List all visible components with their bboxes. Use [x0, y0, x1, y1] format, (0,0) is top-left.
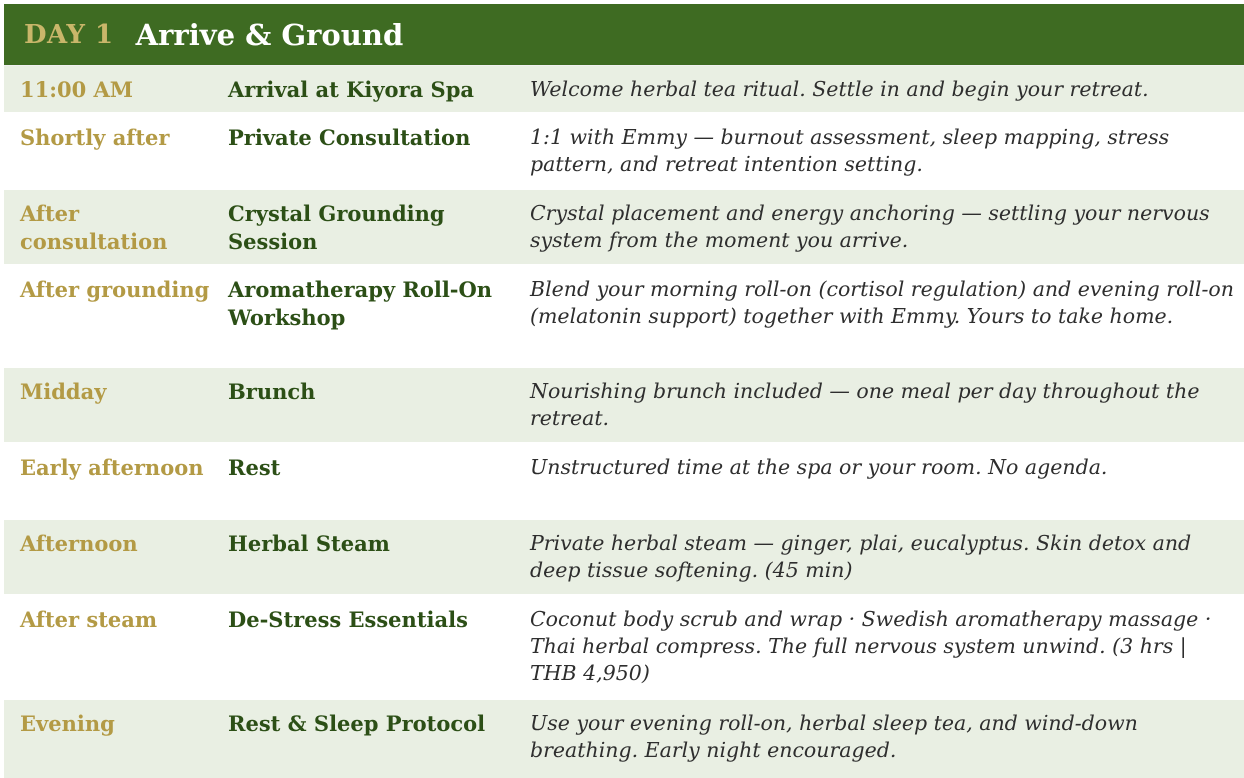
schedule-row [4, 266, 1244, 368]
row-time: After consultation [20, 201, 168, 254]
row-description: 1:1 with Emmy — burnout assessment, sleep mapping, stress pattern, and retreat intention setting. [530, 125, 1170, 176]
schedule-row [4, 596, 1244, 700]
row-description: Use your evening roll-on, herbal sleep tea, and wind-down breathing. Early night encouraged. [530, 711, 1138, 762]
schedule-row [4, 520, 1244, 596]
schedule-row [4, 66, 1244, 114]
day-header [4, 4, 1244, 66]
row-description: Nourishing brunch included — one meal per day throughout the retreat. [530, 379, 1200, 430]
schedule-row [4, 190, 1244, 266]
schedule-row [4, 700, 1244, 778]
schedule-row [4, 368, 1244, 444]
row-time: After grounding [20, 277, 210, 302]
row-time: 11:00 AM [20, 77, 134, 102]
row-activity: Aromatherapy Roll-On Workshop [228, 277, 493, 330]
row-description: Welcome herbal tea ritual. Settle in and begin your retreat. [530, 77, 1149, 101]
row-time: Afternoon [20, 531, 138, 556]
row-time: Early afternoon [20, 455, 204, 480]
row-activity: Rest [228, 455, 281, 480]
row-activity: De-Stress Essentials [228, 607, 468, 632]
row-time: Midday [20, 379, 107, 404]
row-description: Crystal placement and energy anchoring — settling your nervous system from the moment you arrive. [530, 201, 1210, 252]
row-time: After steam [20, 607, 158, 632]
row-time: Shortly after [20, 125, 170, 150]
row-activity: Private Consultation [228, 125, 471, 150]
day-title: Arrive & Ground [135, 17, 404, 52]
row-description: Blend your morning roll-on (cortisol regulation) and evening roll-on (melatonin support) together with Emmy. Yours to take home. [530, 277, 1234, 328]
row-activity: Brunch [228, 379, 316, 404]
row-description: Unstructured time at the spa or your room. No agenda. [530, 455, 1108, 479]
schedule-row [4, 444, 1244, 520]
row-description: Coconut body scrub and wrap · Swedish aromatherapy massage · Thai herbal compress. The full nervous system unwind. (3 hrs | THB 4,950) [530, 607, 1212, 685]
row-activity: Arrival at Kiyora Spa [228, 77, 474, 102]
day-label: DAY 1 [24, 19, 114, 50]
row-description: Private herbal steam — ginger, plai, eucalyptus. Skin detox and deep tissue softening. (45 min) [530, 531, 1192, 582]
schedule-row [4, 114, 1244, 190]
row-activity: Rest & Sleep Protocol [228, 711, 486, 736]
row-time: Evening [20, 711, 115, 736]
row-activity: Crystal Grounding Session [228, 201, 445, 254]
row-activity: Herbal Steam [228, 531, 390, 556]
itinerary-document [4, 4, 1244, 778]
